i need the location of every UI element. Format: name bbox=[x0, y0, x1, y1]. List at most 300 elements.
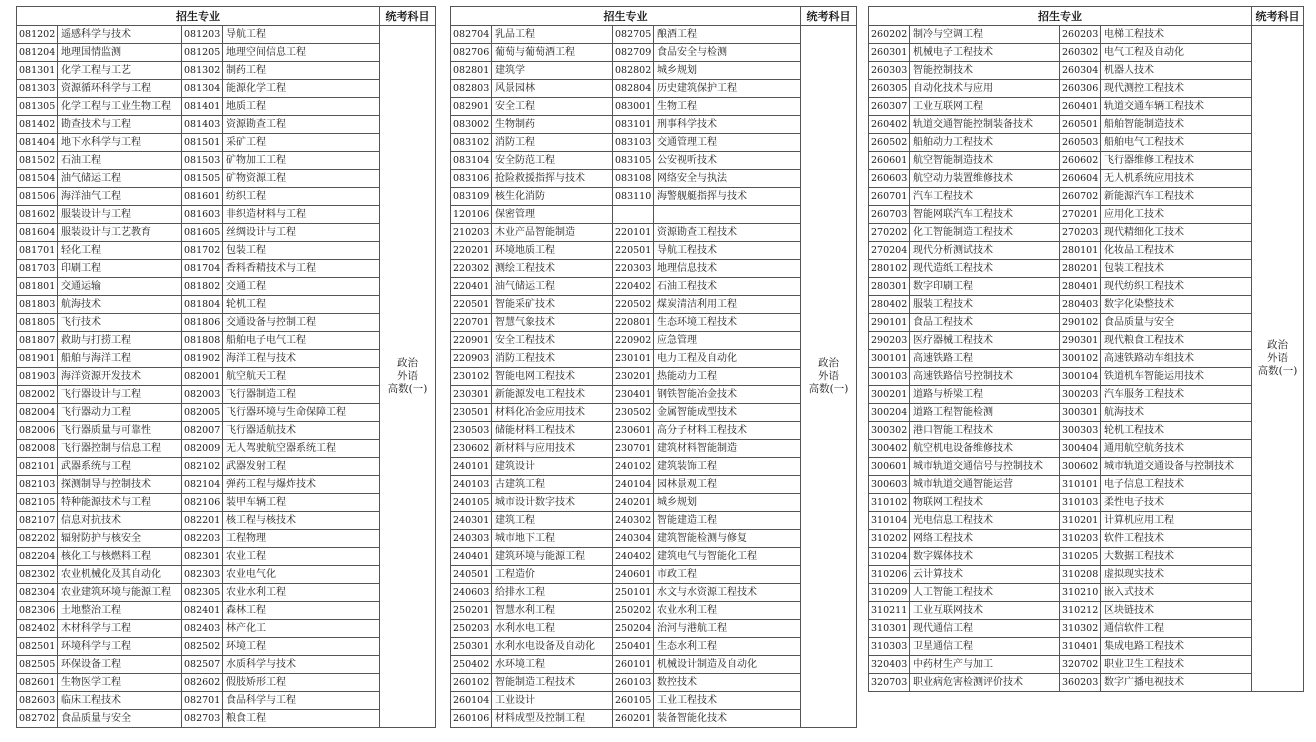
table-row bbox=[17, 368, 436, 386]
major-name: 生物工程 bbox=[654, 98, 801, 116]
major-code: 083109 bbox=[451, 188, 492, 206]
major-name: 交通运输 bbox=[58, 278, 182, 296]
major-name: 化妆品工程技术 bbox=[1101, 242, 1252, 260]
exam-subject: 高数(一) bbox=[808, 383, 849, 395]
major-name: 通用航空航务技术 bbox=[1101, 440, 1252, 458]
major-name bbox=[654, 206, 801, 224]
table-row bbox=[869, 98, 1304, 116]
major-name: 电梯工程技术 bbox=[1101, 26, 1252, 44]
major-code: 082303 bbox=[182, 566, 223, 584]
table-row bbox=[451, 602, 857, 620]
major-name: 木材科学与工程 bbox=[58, 620, 182, 638]
major-code: 300601 bbox=[869, 458, 910, 476]
major-code: 081504 bbox=[17, 170, 58, 188]
major-name: 物联网工程技术 bbox=[910, 494, 1060, 512]
table-row bbox=[17, 62, 436, 80]
major-name: 智能电网工程技术 bbox=[492, 368, 613, 386]
table-row bbox=[869, 260, 1304, 278]
major-code: 310202 bbox=[869, 530, 910, 548]
major-code: 220303 bbox=[613, 260, 654, 278]
major-name: 农业建筑环境与能源工程 bbox=[58, 584, 182, 602]
major-code: 250401 bbox=[613, 638, 654, 656]
exam-subjects-cell bbox=[1252, 26, 1304, 692]
major-name: 电子信息工程技术 bbox=[1101, 476, 1252, 494]
table-row bbox=[869, 224, 1304, 242]
table-row bbox=[869, 26, 1304, 44]
major-name: 化工智能制造工程技术 bbox=[910, 224, 1060, 242]
major-name: 航海技术 bbox=[58, 296, 182, 314]
major-name: 安全工程技术 bbox=[492, 332, 613, 350]
major-code: 300101 bbox=[869, 350, 910, 368]
table-row bbox=[17, 440, 436, 458]
table-row bbox=[451, 80, 857, 98]
major-code: 310204 bbox=[869, 548, 910, 566]
table-row bbox=[17, 476, 436, 494]
exam-subject: 高数(一) bbox=[1257, 365, 1298, 377]
major-name: 高速铁路工程 bbox=[910, 350, 1060, 368]
major-code: 120106 bbox=[451, 206, 492, 224]
major-name: 现代造纸工程技术 bbox=[910, 260, 1060, 278]
table-row bbox=[451, 368, 857, 386]
major-code: 300603 bbox=[869, 476, 910, 494]
major-name: 航空机电设备维修技术 bbox=[910, 440, 1060, 458]
major-code: 081603 bbox=[182, 206, 223, 224]
major-name: 钢铁智能冶金技术 bbox=[654, 386, 801, 404]
table-row bbox=[869, 242, 1304, 260]
major-code: 230602 bbox=[451, 440, 492, 458]
major-name: 工业互联网工程 bbox=[910, 98, 1060, 116]
major-name: 地理信息技术 bbox=[654, 260, 801, 278]
table-row bbox=[451, 674, 857, 692]
major-code: 260103 bbox=[613, 674, 654, 692]
major-name: 武器发射工程 bbox=[223, 458, 380, 476]
major-name: 矿物加工工程 bbox=[223, 152, 380, 170]
table-row bbox=[451, 242, 857, 260]
major-name: 油气储运工程 bbox=[492, 278, 613, 296]
major-code: 083104 bbox=[451, 152, 492, 170]
major-name: 给排水工程 bbox=[492, 584, 613, 602]
major-name: 地理空间信息工程 bbox=[223, 44, 380, 62]
major-name: 船舶智能制造技术 bbox=[1101, 116, 1252, 134]
major-name: 环保设备工程 bbox=[58, 656, 182, 674]
major-table bbox=[868, 6, 1304, 692]
major-name: 工业设计 bbox=[492, 692, 613, 710]
table-row bbox=[869, 404, 1304, 422]
major-code: 082008 bbox=[17, 440, 58, 458]
major-code: 220901 bbox=[451, 332, 492, 350]
major-code: 081804 bbox=[182, 296, 223, 314]
major-code: 082204 bbox=[17, 548, 58, 566]
major-code: 081701 bbox=[17, 242, 58, 260]
major-name: 历史建筑保护工程 bbox=[654, 80, 801, 98]
major-name: 香料香精技术与工程 bbox=[223, 260, 380, 278]
major-code: 320403 bbox=[869, 656, 910, 674]
table-row bbox=[869, 656, 1304, 674]
major-code: 250301 bbox=[451, 638, 492, 656]
major-name: 安全工程 bbox=[492, 98, 613, 116]
major-code: 082002 bbox=[17, 386, 58, 404]
major-name: 粮食工程 bbox=[223, 710, 380, 728]
table-row bbox=[869, 422, 1304, 440]
major-code: 081605 bbox=[182, 224, 223, 242]
major-code: 082501 bbox=[17, 638, 58, 656]
major-code: 083110 bbox=[613, 188, 654, 206]
major-code: 081901 bbox=[17, 350, 58, 368]
major-name: 水利水电工程 bbox=[492, 620, 613, 638]
table-row bbox=[17, 98, 436, 116]
major-code: 082001 bbox=[182, 368, 223, 386]
major-code: 260502 bbox=[869, 134, 910, 152]
major-name: 储能材料工程技术 bbox=[492, 422, 613, 440]
exam-subjects-cell bbox=[380, 26, 436, 728]
major-name: 道路与桥梁工程 bbox=[910, 386, 1060, 404]
major-code: 260106 bbox=[451, 710, 492, 728]
table-row bbox=[869, 152, 1304, 170]
major-code: 082103 bbox=[17, 476, 58, 494]
major-code: 310212 bbox=[1060, 602, 1101, 620]
major-code: 081203 bbox=[182, 26, 223, 44]
major-name: 地理国情监测 bbox=[58, 44, 182, 62]
major-code: 260604 bbox=[1060, 170, 1101, 188]
major-code: 310206 bbox=[869, 566, 910, 584]
major-code: 270204 bbox=[869, 242, 910, 260]
major-name: 抢险救援指挥与技术 bbox=[492, 170, 613, 188]
major-name: 城乡规划 bbox=[654, 494, 801, 512]
major-code: 081602 bbox=[17, 206, 58, 224]
major-code: 290101 bbox=[869, 314, 910, 332]
major-name: 核工程与核技术 bbox=[223, 512, 380, 530]
major-code: 081604 bbox=[17, 224, 58, 242]
table-row bbox=[17, 224, 436, 242]
table-row bbox=[869, 80, 1304, 98]
major-code: 310301 bbox=[869, 620, 910, 638]
major-name: 辐射防护与核安全 bbox=[58, 530, 182, 548]
table-row bbox=[451, 62, 857, 80]
major-code: 270201 bbox=[1060, 206, 1101, 224]
major-code: 240401 bbox=[451, 548, 492, 566]
table-row bbox=[17, 296, 436, 314]
major-header: 招生专业 bbox=[17, 7, 380, 26]
major-code: 300203 bbox=[1060, 386, 1101, 404]
major-name: 卫星通信工程 bbox=[910, 638, 1060, 656]
table-row bbox=[17, 512, 436, 530]
major-name: 飞行器维修工程技术 bbox=[1101, 152, 1252, 170]
major-code: 081205 bbox=[182, 44, 223, 62]
table-row bbox=[869, 530, 1304, 548]
table-row bbox=[451, 620, 857, 638]
exam-subject: 外语 bbox=[818, 370, 839, 382]
major-name: 煤炭清洁利用工程 bbox=[654, 296, 801, 314]
major-code: 270203 bbox=[1060, 224, 1101, 242]
major-code: 320702 bbox=[1060, 656, 1101, 674]
exam-subjects-cell bbox=[801, 26, 857, 728]
major-name: 轨道交通车辆工程技术 bbox=[1101, 98, 1252, 116]
table-row bbox=[869, 584, 1304, 602]
table-row bbox=[17, 170, 436, 188]
table-row bbox=[451, 530, 857, 548]
table-row bbox=[869, 170, 1304, 188]
major-code: 220501 bbox=[613, 242, 654, 260]
major-code: 310201 bbox=[1060, 512, 1101, 530]
major-code: 240104 bbox=[613, 476, 654, 494]
major-code: 082804 bbox=[613, 80, 654, 98]
major-name: 土地整治工程 bbox=[58, 602, 182, 620]
major-code: 310209 bbox=[869, 584, 910, 602]
table-row bbox=[869, 440, 1304, 458]
major-name: 园林景观工程 bbox=[654, 476, 801, 494]
major-name: 职业病危害检测评价技术 bbox=[910, 674, 1060, 692]
major-code: 082301 bbox=[182, 548, 223, 566]
major-code: 230101 bbox=[613, 350, 654, 368]
major-name: 食品工程技术 bbox=[910, 314, 1060, 332]
major-code: 081303 bbox=[17, 80, 58, 98]
major-code: 250101 bbox=[613, 584, 654, 602]
major-name: 飞行器动力工程 bbox=[58, 404, 182, 422]
major-code: 240303 bbox=[451, 530, 492, 548]
major-name: 飞行器适航技术 bbox=[223, 422, 380, 440]
major-name: 材料成型及控制工程 bbox=[492, 710, 613, 728]
major-name: 飞行器环境与生命保障工程 bbox=[223, 404, 380, 422]
major-code: 240101 bbox=[451, 458, 492, 476]
major-name: 交通设备与控制工程 bbox=[223, 314, 380, 332]
major-name: 酿酒工程 bbox=[654, 26, 801, 44]
table-row bbox=[451, 278, 857, 296]
major-name: 轨道交通智能控制装备技术 bbox=[910, 116, 1060, 134]
major-code: 082006 bbox=[17, 422, 58, 440]
major-name: 建筑学 bbox=[492, 62, 613, 80]
major-code: 240102 bbox=[613, 458, 654, 476]
major-name: 金属智能成型技术 bbox=[654, 404, 801, 422]
major-name: 数字广播电视技术 bbox=[1101, 674, 1252, 692]
major-name: 飞行器控制与信息工程 bbox=[58, 440, 182, 458]
major-code: 230201 bbox=[613, 368, 654, 386]
table-row bbox=[451, 476, 857, 494]
major-name: 消防工程 bbox=[492, 134, 613, 152]
major-name: 装甲车辆工程 bbox=[223, 494, 380, 512]
major-name: 网络安全与执法 bbox=[654, 170, 801, 188]
major-code: 082401 bbox=[182, 602, 223, 620]
major-code: 082505 bbox=[17, 656, 58, 674]
table-row bbox=[869, 314, 1304, 332]
major-code: 082402 bbox=[17, 620, 58, 638]
major-code bbox=[613, 206, 654, 224]
major-name: 制冷与空调工程 bbox=[910, 26, 1060, 44]
major-code: 230502 bbox=[613, 404, 654, 422]
major-name: 葡萄与葡萄酒工程 bbox=[492, 44, 613, 62]
table-row bbox=[869, 674, 1304, 692]
major-code: 230301 bbox=[451, 386, 492, 404]
major-code: 280101 bbox=[1060, 242, 1101, 260]
major-code: 260703 bbox=[869, 206, 910, 224]
major-name: 职业卫生工程技术 bbox=[1101, 656, 1252, 674]
major-code: 081402 bbox=[17, 116, 58, 134]
major-code: 082105 bbox=[17, 494, 58, 512]
major-name: 公安视听技术 bbox=[654, 152, 801, 170]
major-name: 化学工程与工艺 bbox=[58, 62, 182, 80]
major-code: 270202 bbox=[869, 224, 910, 242]
major-name: 数字化染整技术 bbox=[1101, 296, 1252, 314]
major-name: 电力工程及自动化 bbox=[654, 350, 801, 368]
major-code: 081702 bbox=[182, 242, 223, 260]
major-name: 智能建造工程 bbox=[654, 512, 801, 530]
major-code: 082305 bbox=[182, 584, 223, 602]
major-name: 现代纺织工程技术 bbox=[1101, 278, 1252, 296]
major-code: 260102 bbox=[451, 674, 492, 692]
major-name: 数字媒体技术 bbox=[910, 548, 1060, 566]
major-code: 260202 bbox=[869, 26, 910, 44]
major-name: 特种能源技术与工程 bbox=[58, 494, 182, 512]
major-code: 240201 bbox=[613, 494, 654, 512]
major-code: 081601 bbox=[182, 188, 223, 206]
major-code: 300303 bbox=[1060, 422, 1101, 440]
major-name: 应用化工技术 bbox=[1101, 206, 1252, 224]
major-code: 310101 bbox=[1060, 476, 1101, 494]
major-name: 食品科学与工程 bbox=[223, 692, 380, 710]
major-name: 建筑装饰工程 bbox=[654, 458, 801, 476]
major-code: 081805 bbox=[17, 314, 58, 332]
major-code: 320703 bbox=[869, 674, 910, 692]
table-row bbox=[869, 494, 1304, 512]
major-name: 现代精细化工技术 bbox=[1101, 224, 1252, 242]
major-code: 260306 bbox=[1060, 80, 1101, 98]
table-row bbox=[17, 422, 436, 440]
major-name: 资源勘查工程技术 bbox=[654, 224, 801, 242]
major-name: 测绘工程技术 bbox=[492, 260, 613, 278]
table-row bbox=[451, 260, 857, 278]
major-code: 260701 bbox=[869, 188, 910, 206]
major-name: 网络工程技术 bbox=[910, 530, 1060, 548]
major-code: 240601 bbox=[613, 566, 654, 584]
major-name: 安全防范工程 bbox=[492, 152, 613, 170]
table-row bbox=[451, 296, 857, 314]
major-name: 工业工程技术 bbox=[654, 692, 801, 710]
major-code: 220902 bbox=[613, 332, 654, 350]
major-code: 082706 bbox=[451, 44, 492, 62]
major-code: 082306 bbox=[17, 602, 58, 620]
major-code: 260305 bbox=[869, 80, 910, 98]
table-row bbox=[869, 278, 1304, 296]
table-panel-1 bbox=[16, 6, 436, 728]
major-code: 082101 bbox=[17, 458, 58, 476]
exam-subject: 政治 bbox=[818, 357, 839, 369]
table-row bbox=[451, 26, 857, 44]
major-name: 信息对抗技术 bbox=[58, 512, 182, 530]
major-code: 260601 bbox=[869, 152, 910, 170]
table-row bbox=[869, 206, 1304, 224]
major-code: 230701 bbox=[613, 440, 654, 458]
major-code: 081304 bbox=[182, 80, 223, 98]
major-name: 纺织工程 bbox=[223, 188, 380, 206]
major-code: 220501 bbox=[451, 296, 492, 314]
major-code: 082102 bbox=[182, 458, 223, 476]
subject-header: 统考科目 bbox=[801, 7, 857, 26]
major-name: 无人机系统应用技术 bbox=[1101, 170, 1252, 188]
table-row bbox=[869, 620, 1304, 638]
major-name: 交通管理工程 bbox=[654, 134, 801, 152]
major-name: 轮机工程 bbox=[223, 296, 380, 314]
table-row bbox=[17, 80, 436, 98]
major-name: 自动化技术与应用 bbox=[910, 80, 1060, 98]
major-name: 生态环境工程技术 bbox=[654, 314, 801, 332]
major-name: 建筑智能检测与修复 bbox=[654, 530, 801, 548]
major-name: 服装设计与工程 bbox=[58, 206, 182, 224]
major-name: 飞行器质量与可靠性 bbox=[58, 422, 182, 440]
major-code: 260301 bbox=[869, 44, 910, 62]
major-name: 城市轨道交通智能运营 bbox=[910, 476, 1060, 494]
major-name: 包装工程 bbox=[223, 242, 380, 260]
major-name: 新能源发电工程技术 bbox=[492, 386, 613, 404]
major-code: 260304 bbox=[1060, 62, 1101, 80]
major-code: 082502 bbox=[182, 638, 223, 656]
major-name: 现代测控工程技术 bbox=[1101, 80, 1252, 98]
major-name: 印刷工程 bbox=[58, 260, 182, 278]
major-code: 310102 bbox=[869, 494, 910, 512]
major-name: 救助与打捞工程 bbox=[58, 332, 182, 350]
major-name: 交通工程 bbox=[223, 278, 380, 296]
table-row bbox=[451, 386, 857, 404]
major-code: 260503 bbox=[1060, 134, 1101, 152]
major-code: 240603 bbox=[451, 584, 492, 602]
major-code: 082801 bbox=[451, 62, 492, 80]
major-name: 智能采矿技术 bbox=[492, 296, 613, 314]
major-code: 260201 bbox=[613, 710, 654, 728]
major-name: 现代分析测试技术 bbox=[910, 242, 1060, 260]
major-name: 假肢矫形工程 bbox=[223, 674, 380, 692]
table-row bbox=[869, 458, 1304, 476]
major-name: 丝绸设计与工程 bbox=[223, 224, 380, 242]
major-code: 220701 bbox=[451, 314, 492, 332]
major-name: 地下水科学与工程 bbox=[58, 134, 182, 152]
table-row bbox=[17, 494, 436, 512]
major-name: 矿物资源工程 bbox=[223, 170, 380, 188]
major-code: 082106 bbox=[182, 494, 223, 512]
major-code: 081506 bbox=[17, 188, 58, 206]
major-name: 航空航天工程 bbox=[223, 368, 380, 386]
table-row bbox=[17, 44, 436, 62]
major-name: 水利水电设备及自动化 bbox=[492, 638, 613, 656]
major-code: 081704 bbox=[182, 260, 223, 278]
major-name: 计算机应用工程 bbox=[1101, 512, 1252, 530]
major-name: 海警舰艇指挥与技术 bbox=[654, 188, 801, 206]
table-row bbox=[869, 368, 1304, 386]
major-name: 飞行器设计与工程 bbox=[58, 386, 182, 404]
major-code: 310302 bbox=[1060, 620, 1101, 638]
major-name: 建筑电气与智能化工程 bbox=[654, 548, 801, 566]
major-code: 081305 bbox=[17, 98, 58, 116]
major-code: 081808 bbox=[182, 332, 223, 350]
table-row bbox=[869, 386, 1304, 404]
major-name: 大数据工程技术 bbox=[1101, 548, 1252, 566]
major-code: 220302 bbox=[451, 260, 492, 278]
table-row bbox=[869, 62, 1304, 80]
major-code: 081703 bbox=[17, 260, 58, 278]
major-code: 220402 bbox=[613, 278, 654, 296]
major-code: 310210 bbox=[1060, 584, 1101, 602]
table-row bbox=[451, 314, 857, 332]
major-code: 260105 bbox=[613, 692, 654, 710]
table-row bbox=[17, 332, 436, 350]
major-code: 220401 bbox=[451, 278, 492, 296]
major-code: 300201 bbox=[869, 386, 910, 404]
major-code: 082802 bbox=[613, 62, 654, 80]
table-row bbox=[451, 404, 857, 422]
major-code: 220903 bbox=[451, 350, 492, 368]
major-name: 人工智能工程技术 bbox=[910, 584, 1060, 602]
table-row bbox=[451, 584, 857, 602]
major-name: 木业产品智能制造 bbox=[492, 224, 613, 242]
major-code: 081803 bbox=[17, 296, 58, 314]
major-code: 300104 bbox=[1060, 368, 1101, 386]
